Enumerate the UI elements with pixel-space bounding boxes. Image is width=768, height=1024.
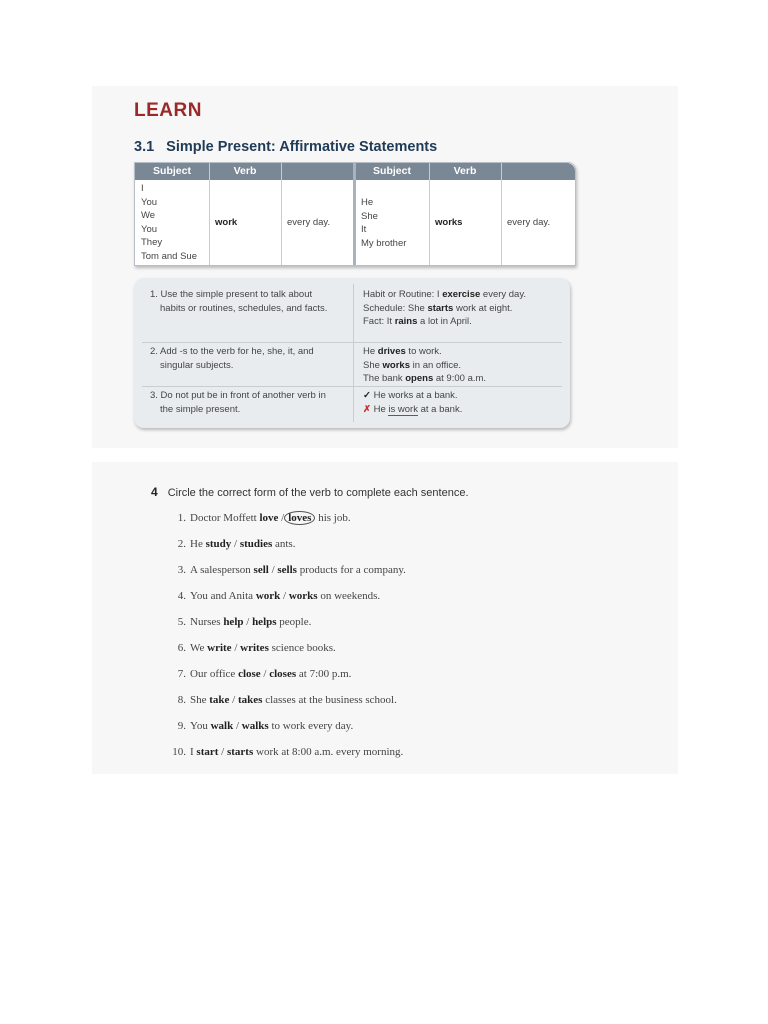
header-verb-left: Verb <box>233 165 257 177</box>
header-verb-right: Verb <box>453 165 477 177</box>
option-b[interactable]: closes <box>269 668 297 680</box>
grammar-table <box>134 162 576 266</box>
subject-item: She <box>361 210 378 222</box>
learn-heading: LEARN <box>134 100 202 121</box>
subject-item: My brother <box>361 237 407 249</box>
option-b[interactable]: sells <box>277 564 297 576</box>
exercise-item: 7. Our office close / closes at 7:00 p.m. <box>177 668 352 680</box>
rule-2-examples <box>363 345 486 386</box>
right-every-day: every day. <box>507 217 551 228</box>
subject-item: You <box>141 223 158 235</box>
subject-item: It <box>361 224 367 235</box>
rule-3-examples <box>363 389 462 416</box>
rule-line: the simple present. <box>160 403 241 415</box>
option-a[interactable]: help <box>223 616 244 628</box>
rule-1-text <box>150 288 327 315</box>
example-line: Habit or Routine: I exercise every day. <box>363 289 527 300</box>
option-b[interactable]: works <box>288 590 318 602</box>
section-title-text: Simple Present: Affirmative Statements <box>166 139 438 155</box>
exercise-item: 4. You and Anita work / works on weekends. <box>177 590 381 602</box>
option-a[interactable]: take <box>209 694 230 706</box>
option-a[interactable]: work <box>255 590 281 602</box>
option-b[interactable]: takes <box>237 694 263 706</box>
rule-line: 3. Do not put be in front of another verb in <box>150 390 326 401</box>
exercise-item: 2. He study / studies ants. <box>177 538 296 550</box>
exercise-item: 9. You walk / walks to work every day. <box>177 720 354 732</box>
wrong-usage: is work <box>388 403 418 415</box>
exercise-item: 5. Nurses help / helps people. <box>177 616 312 628</box>
rule-line: singular subjects. <box>160 359 234 371</box>
exercise-instruction: Circle the correct form of the verb to complete each sentence. <box>167 487 469 499</box>
exercise-item: 3. A salesperson sell / sells products for a company. <box>177 564 406 576</box>
rule-1-examples <box>363 288 526 329</box>
rule-line: 2. Add -s to the verb for he, she, it, and <box>150 346 314 357</box>
right-subjects <box>361 196 406 250</box>
subject-item: Tom and Sue <box>141 250 197 262</box>
correct-example: ✓ He works at a bank. <box>363 390 458 401</box>
rule-3-text <box>150 389 326 416</box>
rules-row-divider <box>142 342 562 343</box>
option-a[interactable]: study <box>205 538 232 550</box>
option-b[interactable]: starts <box>226 746 254 758</box>
option-b[interactable]: helps <box>252 616 277 628</box>
option-a[interactable]: close <box>238 668 261 680</box>
subject-item: They <box>141 237 163 248</box>
section-number: 3.1 <box>134 139 155 155</box>
option-a[interactable]: love <box>259 512 279 524</box>
example-line: The bank opens at 9:00 a.m. <box>363 373 487 384</box>
left-every-day: every day. <box>287 217 331 228</box>
section-title <box>134 139 437 155</box>
exercise-heading <box>151 485 469 499</box>
option-b[interactable]: walks <box>241 720 269 732</box>
header-subject-left: Subject <box>153 165 191 177</box>
table-divider <box>209 163 210 265</box>
right-verb: works <box>435 217 463 228</box>
option-a[interactable]: start <box>196 746 219 758</box>
rules-column-divider <box>353 284 354 422</box>
example-line: He drives to work. <box>363 346 442 357</box>
left-subjects <box>141 182 197 263</box>
table-divider <box>429 163 430 265</box>
left-verb: work <box>215 217 238 228</box>
option-a[interactable]: walk <box>210 720 234 732</box>
rule-line: habits or routines, schedules, and facts. <box>160 302 328 314</box>
exercise-item: 8. She take / takes classes at the business school. <box>177 694 397 706</box>
subject-item: I <box>141 183 144 194</box>
table-center-divider <box>353 163 356 265</box>
option-b[interactable]: studies <box>239 538 273 550</box>
rule-line: 1. Use the simple present to talk about <box>150 289 313 300</box>
option-b-circled[interactable]: loves <box>284 511 315 525</box>
exercise-item: 1. Doctor Moffett love / loves his job. <box>177 512 351 524</box>
example-line: She works in an office. <box>363 359 462 371</box>
subject-item: You <box>141 196 158 208</box>
incorrect-example: ✗ He is work at a bank. <box>363 403 463 415</box>
header-subject-right: Subject <box>373 165 411 177</box>
table-divider <box>281 163 282 265</box>
option-a[interactable]: sell <box>253 564 269 576</box>
check-icon: ✓ <box>363 390 371 401</box>
rules-box <box>134 278 570 428</box>
example-line: Schedule: She starts work at eight. <box>363 302 513 314</box>
cross-icon: ✗ <box>363 403 371 415</box>
exercise-item: 10. I start / starts work at 8:00 a.m. every morning. <box>172 746 404 758</box>
exercise-number: 4 <box>151 485 158 499</box>
table-divider <box>501 163 502 265</box>
option-b[interactable]: writes <box>240 642 269 654</box>
subject-item: We <box>141 210 156 221</box>
rules-row-divider <box>142 386 562 387</box>
exercise-item: 6. We write / writes science books. <box>177 642 336 654</box>
rule-2-text <box>150 345 314 372</box>
example-line: Fact: It rains a lot in April. <box>363 316 472 327</box>
option-a[interactable]: write <box>207 642 232 654</box>
subject-item: He <box>361 197 374 208</box>
